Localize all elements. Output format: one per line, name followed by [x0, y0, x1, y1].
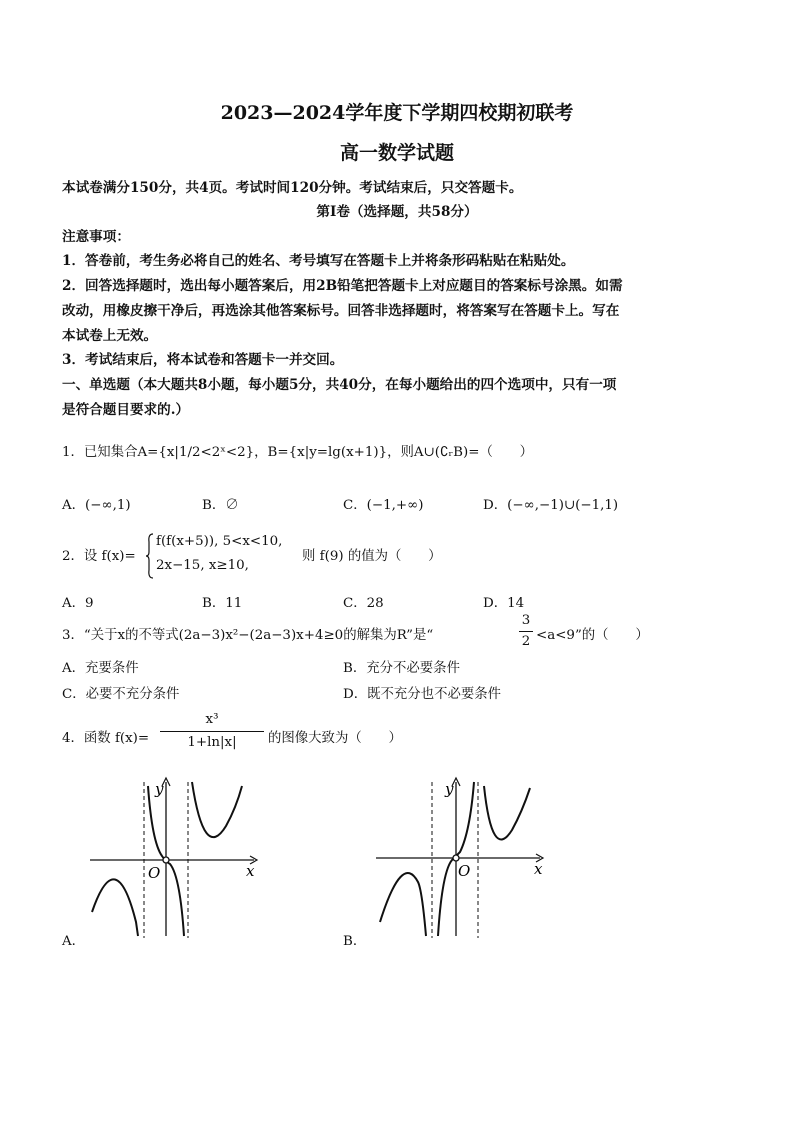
question-3-option-d: D．既不充分也不必要条件: [343, 687, 502, 702]
question-1-option-d: D．(−∞,−1)∪(−1,1): [483, 498, 619, 513]
question-4-fraction-numerator: x³: [205, 712, 219, 727]
question-2-case-1: f(f(x+5)), 5<x<10,: [156, 534, 283, 549]
section-heading-line-2: 是符合题目要求的.）: [62, 402, 190, 418]
graph-a-curve-right: [192, 782, 242, 837]
graph-b-origin-label: O: [458, 862, 471, 880]
graph-a-curve-left: [92, 879, 138, 936]
question-2-case-2: 2x−15, x≥10,: [156, 558, 249, 573]
question-2-option-b: B．11: [202, 596, 243, 611]
question-2-option-a: A．9: [62, 596, 94, 611]
question-2-prefix: 2．设 f(x)=: [62, 549, 136, 564]
question-4-option-b: B．: [343, 934, 367, 949]
question-2-brace: [145, 532, 155, 580]
note-2-line-1: 2．回答选择题时，选出每小题答案后，用2B铅笔把答题卡上对应题目的答案标号涂黑。如需: [62, 278, 623, 294]
graph-b-curve-right: [484, 786, 530, 839]
question-4-fraction-denominator: 1+ln|x|: [187, 735, 237, 750]
graph-b-x-label: x: [534, 860, 543, 878]
question-3-fraction-numerator: 3: [521, 613, 531, 628]
question-4-graph-a: [86, 772, 266, 940]
question-1-option-c: C．(−1,+∞): [343, 498, 424, 513]
part-title: 第Ⅰ卷（选择题，共58分）: [316, 204, 478, 220]
section-heading-line-1: 一、单选题（本大题共8小题，每小题5分，共40分，在每小题给出的四个选项中，只有一项: [62, 377, 617, 393]
question-4-prefix: 4．函数 f(x)=: [62, 731, 150, 746]
graph-a-x-label: x: [246, 862, 255, 880]
exam-title: 2023—2024学年度下学期四校期初联考: [220, 102, 574, 124]
graph-b-y-label: y: [445, 780, 454, 798]
graph-b-curve-left: [380, 873, 426, 936]
question-1-text: 1．已知集合A={x|1/2<2ˣ<2}，B={x|y=lg(x+1)}，则A∪(∁ᵣB)=（ ）: [62, 445, 534, 460]
question-2-option-d: D．14: [483, 596, 525, 611]
graph-a-origin-label: O: [148, 864, 161, 882]
question-4-graph-b: [372, 772, 552, 940]
question-4-fraction-bar: [160, 731, 264, 732]
exam-info: 本试卷满分150分，共4页。考试时间120分钟。考试结束后，只交答题卡。: [62, 180, 523, 196]
question-3-text-after: <a<9”的（ ）: [536, 628, 649, 643]
question-2-option-c: C．28: [343, 596, 384, 611]
question-3-fraction-bar: [519, 631, 533, 632]
graph-a-y-label: y: [155, 780, 164, 798]
question-3-option-b: B．充分不必要条件: [343, 661, 460, 676]
note-2-line-3: 本试卷上无效。: [62, 328, 158, 344]
question-1-option-a: A．(−∞,1): [62, 498, 131, 513]
note-2-line-2: 改动，用橡皮擦干净后，再选涂其他答案标号。回答非选择题时，将答案写在答题卡上。写在: [62, 303, 620, 319]
question-4-suffix: 的图像大致为（ ）: [268, 731, 402, 746]
note-3: 3．考试结束后，将本试卷和答题卡一并交回。: [62, 352, 344, 368]
notes-title: 注意事项：: [62, 229, 130, 245]
question-3-text-before: 3．“关于x的不等式(2a−3)x²−(2a−3)x+4≥0的解集为R”是“: [62, 628, 434, 643]
question-1-option-b: B．∅: [202, 498, 239, 513]
graph-b-origin-hole: [453, 855, 459, 861]
question-4-option-a: A．: [62, 934, 86, 949]
exam-subtitle: 高一数学试题: [339, 142, 454, 164]
question-3-option-a: A．充要条件: [62, 661, 139, 676]
question-3-option-c: C．必要不充分条件: [62, 687, 180, 702]
question-2-suffix: 则 f(9) 的值为（ ）: [302, 549, 442, 564]
note-1: 1．答卷前，考生务必将自己的姓名、考号填写在答题卡上并将条形码粘贴在粘贴处。: [62, 253, 575, 269]
graph-a-origin-hole: [163, 857, 169, 863]
question-3-fraction-denominator: 2: [521, 634, 531, 649]
